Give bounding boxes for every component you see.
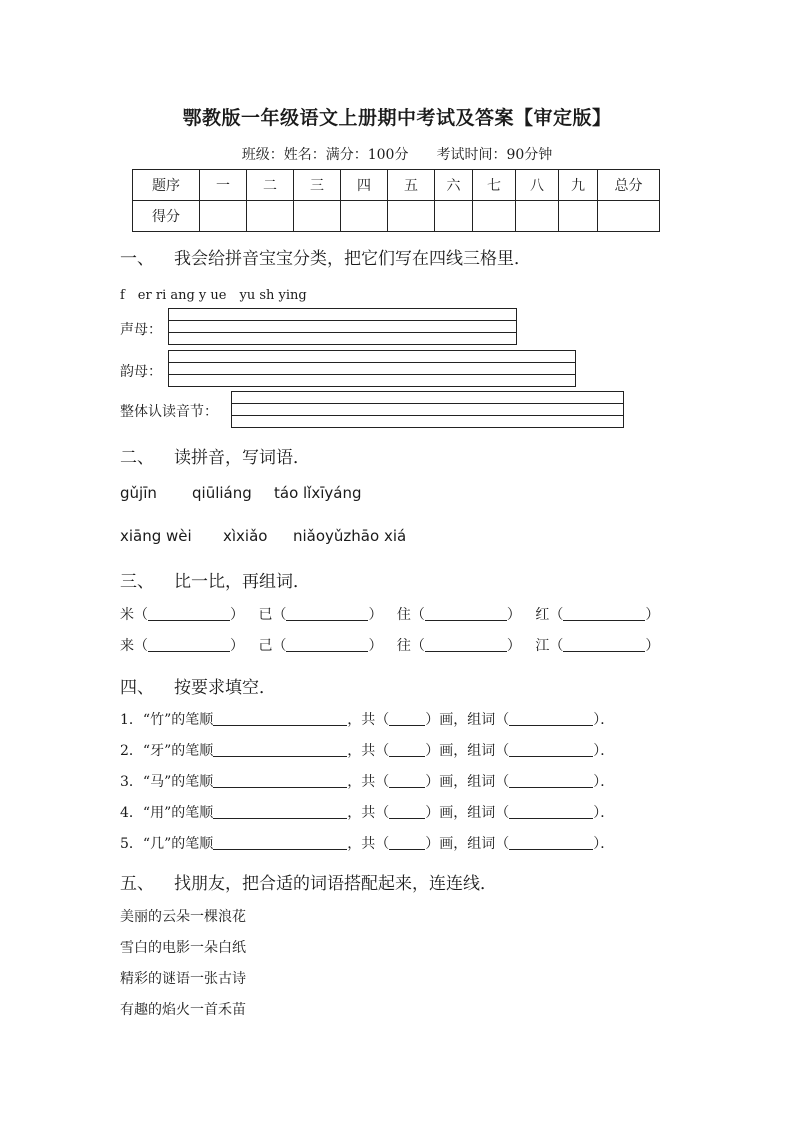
word-prefix: ）画，组词（ xyxy=(425,712,510,728)
answer-blank[interactable] xyxy=(286,651,368,652)
compare-char: 已 xyxy=(258,607,273,623)
table-header-cell: 总分 xyxy=(598,170,660,201)
item-number: 2． xyxy=(120,743,143,759)
stroke-order-blank[interactable] xyxy=(213,756,347,757)
pinyin-word: niǎoyǔzhāo xiá xyxy=(293,527,407,545)
compare-char: 来 xyxy=(120,638,134,654)
stroke-count-prefix: ，共（ xyxy=(347,774,390,790)
item-number: 5． xyxy=(120,836,143,852)
match-item: 有趣的焰火一首禾苗 xyxy=(120,1002,246,1018)
table-row-label: 得分 xyxy=(133,201,200,232)
score-table-header-row xyxy=(133,170,660,201)
section-number: 四、 xyxy=(120,678,154,698)
stroke-count-prefix: ，共（ xyxy=(347,836,390,852)
stroke-count-prefix: ，共（ xyxy=(347,712,390,728)
compare-item xyxy=(120,635,244,655)
paren-open: （ xyxy=(272,638,287,654)
stroke-order-item xyxy=(120,709,614,729)
section-title: 我会给拼音宝宝分类，把它们写在四线三格里． xyxy=(174,249,531,269)
shengmu-label: 声母： xyxy=(120,322,162,338)
table-header-cell: 一 xyxy=(200,170,247,201)
paren-close: ） xyxy=(506,638,521,654)
compare-char: 住 xyxy=(396,607,411,623)
score-cell[interactable] xyxy=(341,201,388,232)
word-prefix: ）画，组词（ xyxy=(425,743,510,759)
section-4-heading xyxy=(120,673,276,698)
item-prompt: “用”的笔顺 xyxy=(142,805,214,821)
stroke-order-item xyxy=(120,833,614,853)
pinyin-row-2 xyxy=(120,527,406,545)
compare-char: 江 xyxy=(535,638,550,654)
section-title: 比一比，再组词． xyxy=(174,572,310,592)
section-number: 三、 xyxy=(120,572,154,592)
zhengti-label: 整体认读音节： xyxy=(120,404,218,420)
word-blank[interactable] xyxy=(509,849,593,850)
zhengti-writing-grid[interactable] xyxy=(231,391,624,428)
section-3-heading xyxy=(120,567,310,592)
compare-row-2 xyxy=(120,635,669,655)
answer-blank[interactable] xyxy=(148,651,230,652)
yunmu-writing-grid[interactable] xyxy=(168,350,576,387)
answer-blank[interactable] xyxy=(563,620,645,621)
paren-open: （ xyxy=(272,607,287,623)
word-blank[interactable] xyxy=(509,787,593,788)
section-title: 按要求填空． xyxy=(174,678,276,698)
paren-close: ） xyxy=(230,607,244,623)
item-suffix: ）． xyxy=(593,805,615,821)
compare-item xyxy=(535,635,659,655)
paren-open: （ xyxy=(134,638,148,654)
match-item: 美丽的云朵一棵浪花 xyxy=(120,909,246,925)
answer-blank[interactable] xyxy=(425,651,507,652)
score-cell[interactable] xyxy=(516,201,559,232)
table-header-cell: 二 xyxy=(247,170,294,201)
score-cell[interactable] xyxy=(559,201,598,232)
compare-char: 己 xyxy=(258,638,273,654)
item-prompt: “牙”的笔顺 xyxy=(142,743,214,759)
section-2-heading xyxy=(120,443,310,468)
compare-char: 往 xyxy=(396,638,411,654)
pinyin-word: táo lǐxīyáng xyxy=(274,484,362,502)
answer-blank[interactable] xyxy=(425,620,507,621)
stroke-count-blank[interactable] xyxy=(389,725,425,726)
compare-item xyxy=(397,604,521,624)
table-header-cell: 八 xyxy=(516,170,559,201)
section-title: 读拼音，写词语． xyxy=(174,448,310,468)
section-5-heading xyxy=(120,869,497,894)
score-cell[interactable] xyxy=(598,201,660,232)
answer-blank[interactable] xyxy=(148,620,230,621)
table-header-cell: 九 xyxy=(559,170,598,201)
yunmu-label: 韵母： xyxy=(120,364,162,380)
score-table xyxy=(132,169,660,232)
word-prefix: ）画，组词（ xyxy=(425,836,510,852)
stroke-order-blank[interactable] xyxy=(213,818,347,819)
item-number: 3． xyxy=(120,774,143,790)
paren-open: （ xyxy=(549,607,564,623)
paren-close: ） xyxy=(368,607,383,623)
compare-item xyxy=(120,604,244,624)
score-cell[interactable] xyxy=(435,201,473,232)
score-cell[interactable] xyxy=(200,201,247,232)
table-header-cell: 四 xyxy=(341,170,388,201)
table-header-cell: 六 xyxy=(435,170,473,201)
paren-open: （ xyxy=(134,607,148,623)
answer-blank[interactable] xyxy=(563,651,645,652)
compare-item xyxy=(258,635,382,655)
section-title: 找朋友，把合适的词语搭配起来，连连线． xyxy=(174,874,497,894)
item-suffix: ）． xyxy=(593,712,615,728)
stroke-order-blank[interactable] xyxy=(213,725,347,726)
item-suffix: ）． xyxy=(593,836,615,852)
compare-char: 米 xyxy=(120,607,134,623)
item-number: 1． xyxy=(120,712,143,728)
score-cell[interactable] xyxy=(473,201,516,232)
paren-close: ） xyxy=(645,638,660,654)
word-blank[interactable] xyxy=(509,818,593,819)
pinyin-word: xiāng wèi xyxy=(120,527,192,545)
table-header-cell: 三 xyxy=(294,170,341,201)
paren-close: ） xyxy=(506,607,521,623)
answer-blank[interactable] xyxy=(286,620,368,621)
word-prefix: ）画，组词（ xyxy=(425,805,510,821)
compare-char: 红 xyxy=(535,607,550,623)
stroke-count-blank[interactable] xyxy=(389,818,425,819)
shengmu-writing-grid[interactable] xyxy=(168,308,517,345)
compare-row-1 xyxy=(120,604,669,624)
paren-close: ） xyxy=(230,638,244,654)
paren-close: ） xyxy=(368,638,383,654)
document-subtitle: 班级：姓名：满分：100分 考试时间：90分钟 xyxy=(241,147,553,163)
paren-open: （ xyxy=(549,638,564,654)
compare-item xyxy=(397,635,521,655)
table-header-cell: 五 xyxy=(388,170,435,201)
match-item: 精彩的谜语一张古诗 xyxy=(120,971,246,987)
stroke-order-item xyxy=(120,740,614,760)
section-number: 五、 xyxy=(120,874,154,894)
item-suffix: ）． xyxy=(593,743,615,759)
paren-close: ） xyxy=(645,607,660,623)
paren-open: （ xyxy=(410,638,425,654)
stroke-count-blank[interactable] xyxy=(389,756,425,757)
stroke-order-blank[interactable] xyxy=(213,787,347,788)
paren-open: （ xyxy=(410,607,425,623)
table-header-cell: 七 xyxy=(473,170,516,201)
score-cell[interactable] xyxy=(294,201,341,232)
stroke-order-blank[interactable] xyxy=(213,849,347,850)
word-blank[interactable] xyxy=(509,756,593,757)
match-item: 雪白的电影一朵白纸 xyxy=(120,940,246,956)
compare-item xyxy=(535,604,659,624)
table-header-cell: 题序 xyxy=(133,170,200,201)
item-prompt: “竹”的笔顺 xyxy=(142,712,214,728)
item-number: 4． xyxy=(120,805,143,821)
stroke-order-item xyxy=(120,802,614,822)
score-cell[interactable] xyxy=(247,201,294,232)
pinyin-letters: f er ri ang y ue yu sh ying xyxy=(120,288,307,303)
word-blank[interactable] xyxy=(509,725,593,726)
item-suffix: ）． xyxy=(593,774,615,790)
item-prompt: “马”的笔顺 xyxy=(142,774,214,790)
compare-item xyxy=(258,604,382,624)
stroke-order-item xyxy=(120,771,614,791)
pinyin-row-1 xyxy=(120,484,362,502)
item-prompt: “几”的笔顺 xyxy=(142,836,214,852)
stroke-count-prefix: ，共（ xyxy=(347,805,390,821)
score-table-score-row xyxy=(133,201,660,232)
section-number: 二、 xyxy=(120,448,154,468)
stroke-count-blank[interactable] xyxy=(389,849,425,850)
stroke-count-blank[interactable] xyxy=(389,787,425,788)
pinyin-word: xìxiǎo xyxy=(223,527,268,545)
section-number: 一、 xyxy=(120,249,154,269)
pinyin-word: qiūliáng xyxy=(192,484,252,502)
word-prefix: ）画，组词（ xyxy=(425,774,510,790)
section-1-heading xyxy=(120,244,531,269)
pinyin-word: gǔjīn xyxy=(120,484,157,502)
document-title: 鄂教版一年级语文上册期中考试及答案【审定版】 xyxy=(182,107,612,129)
stroke-count-prefix: ，共（ xyxy=(347,743,390,759)
score-cell[interactable] xyxy=(388,201,435,232)
